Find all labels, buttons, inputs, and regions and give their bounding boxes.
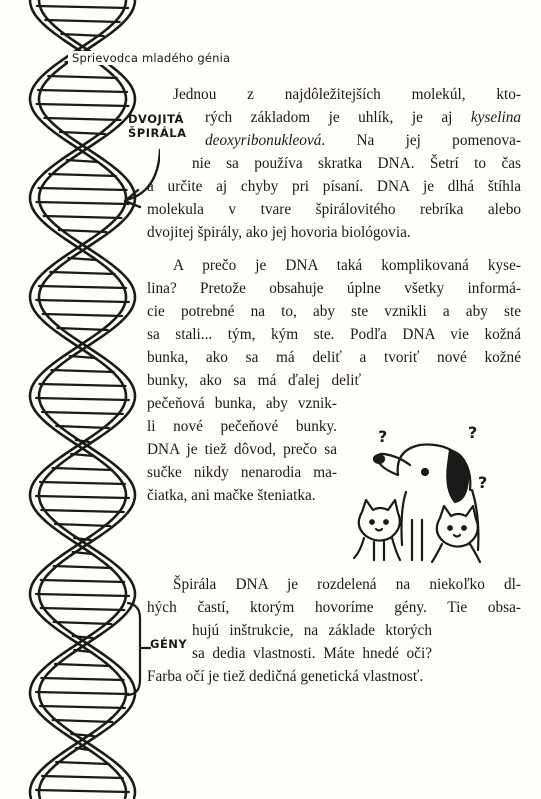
text-line	[147, 393, 337, 415]
text-line	[147, 278, 521, 300]
text-line	[147, 222, 521, 244]
question-mark-icon: ?	[478, 473, 488, 492]
text-line	[173, 84, 521, 106]
dna-rung	[56, 426, 109, 428]
text-span: rých základom je uhlík, je aj	[205, 109, 471, 126]
dna-rung	[36, 300, 129, 302]
dna-rung	[40, 482, 125, 484]
text-span: dvojitej špirály, ako jej hovoria biológovia.	[147, 224, 411, 241]
text-span: nie sa používa skratka DNA. Šetrí to čas	[192, 155, 521, 172]
puppy-and-kittens-illustration	[340, 420, 500, 570]
text-line	[147, 301, 521, 323]
text-line	[173, 255, 521, 277]
dna-rung	[39, 286, 126, 288]
text-span: čiatka, ani mačke šteniatka.	[147, 487, 316, 504]
dna-rung	[36, 790, 129, 792]
text-line	[147, 462, 337, 484]
text-span: sa stali... tým, kým ste. Podľa DNA vie kožná	[147, 326, 521, 343]
dna-rung	[38, 90, 127, 92]
dna-rung	[45, 20, 119, 22]
text-line	[147, 370, 361, 392]
text-span: Farba očí je tiež dedičná genetická vlastnosť.	[147, 668, 424, 685]
dna-rung	[37, 104, 129, 106]
dna-rung	[49, 174, 115, 176]
dna-rung	[36, 692, 129, 694]
dna-rung	[36, 496, 129, 498]
double-helix-label-line: DVOJITÁ	[128, 112, 184, 126]
text-line	[147, 666, 521, 688]
text-line	[192, 620, 432, 642]
dna-rung	[43, 314, 122, 316]
text-line	[173, 574, 521, 596]
dna-rung	[51, 370, 113, 372]
dna-rung	[41, 510, 123, 512]
dna-rung	[42, 412, 123, 414]
double-helix-label	[128, 112, 186, 140]
text-line	[147, 199, 521, 221]
dna-rung	[44, 216, 122, 218]
dna-rung	[41, 678, 123, 680]
dna-rung	[50, 272, 114, 274]
text-span: pečeňová bunka, aby vznik-	[147, 395, 337, 412]
dna-rung	[36, 398, 129, 400]
text-line	[192, 153, 521, 175]
dna-rung	[57, 328, 107, 330]
question-mark-icon: ?	[378, 427, 388, 446]
dna-rung	[54, 566, 112, 568]
text-span: li nové pečeňové bunky.	[147, 418, 337, 435]
dna-rung	[38, 188, 126, 190]
text-span: a určite aj chyby pri písaní. DNA je dlhá štíhla	[147, 178, 521, 195]
dna-rung	[48, 76, 117, 78]
dna-rung	[42, 776, 123, 778]
dna-rung	[36, 594, 129, 596]
dna-rung	[55, 664, 110, 666]
question-mark-icon: ?	[468, 423, 478, 442]
text-line	[147, 485, 337, 507]
text-span: . Na jej pomenova-	[321, 132, 521, 149]
dna-rung	[41, 608, 125, 610]
text-line	[147, 416, 337, 438]
dna-rung	[55, 524, 110, 526]
text-line	[205, 130, 521, 152]
text-span: bunky, ako sa má ďalej deliť	[147, 372, 361, 389]
text-line	[147, 439, 337, 461]
dna-rung	[41, 580, 125, 582]
text-span: cie potrebné na to, aby ste vznikli a aby ste	[147, 303, 521, 320]
text-span: Jednou z najdôležitejších molekúl, kto-	[173, 86, 521, 103]
dna-rung	[54, 622, 112, 624]
text-line	[147, 347, 521, 369]
dna-rung	[40, 706, 125, 708]
dna-rung	[56, 762, 109, 764]
dna-rung	[53, 720, 113, 722]
double-helix-label-line: ŠPIRÁLA	[128, 126, 187, 140]
text-span: molekula v tvare špirálovitého rebríka alebo	[147, 201, 521, 218]
dna-rung	[45, 118, 121, 120]
dna-rung	[53, 468, 113, 470]
running-header: Sprievodca mladého génia	[68, 51, 234, 65]
text-line	[147, 176, 521, 198]
text-span: bunka, ako sa má deliť a tvoriť nové kožné	[147, 349, 521, 366]
dna-rung	[36, 202, 128, 204]
dna-rung	[37, 6, 128, 8]
text-span: Špirála DNA je rozdelená na niekoľko dl-	[173, 576, 521, 593]
dna-rung	[39, 384, 125, 386]
text-span: kyselina	[470, 109, 521, 126]
text-span: hých častí, ktorým hovoríme gény. Tie obsa-	[147, 599, 521, 616]
text-span: sa dedia vlastnosti. Máte hnedé oči?	[192, 645, 432, 662]
text-span: DNA je tiež dôvod, prečo sa	[147, 441, 337, 458]
text-span: hujú inštrukcie, na základe ktorých	[192, 622, 432, 639]
text-line	[192, 643, 432, 665]
text-line	[147, 597, 521, 619]
text-line	[147, 324, 521, 346]
text-span: deoxyribonukleová	[205, 132, 322, 149]
text-line	[205, 107, 521, 129]
text-span: sučke nikdy nenarodia ma-	[147, 464, 337, 481]
genes-label: GÉNY	[150, 637, 188, 651]
text-span: lina? Pretože obsahuje úplne všetky informá-	[147, 280, 521, 297]
text-span: A prečo je DNA taká komplikovaná kyse-	[173, 257, 521, 274]
